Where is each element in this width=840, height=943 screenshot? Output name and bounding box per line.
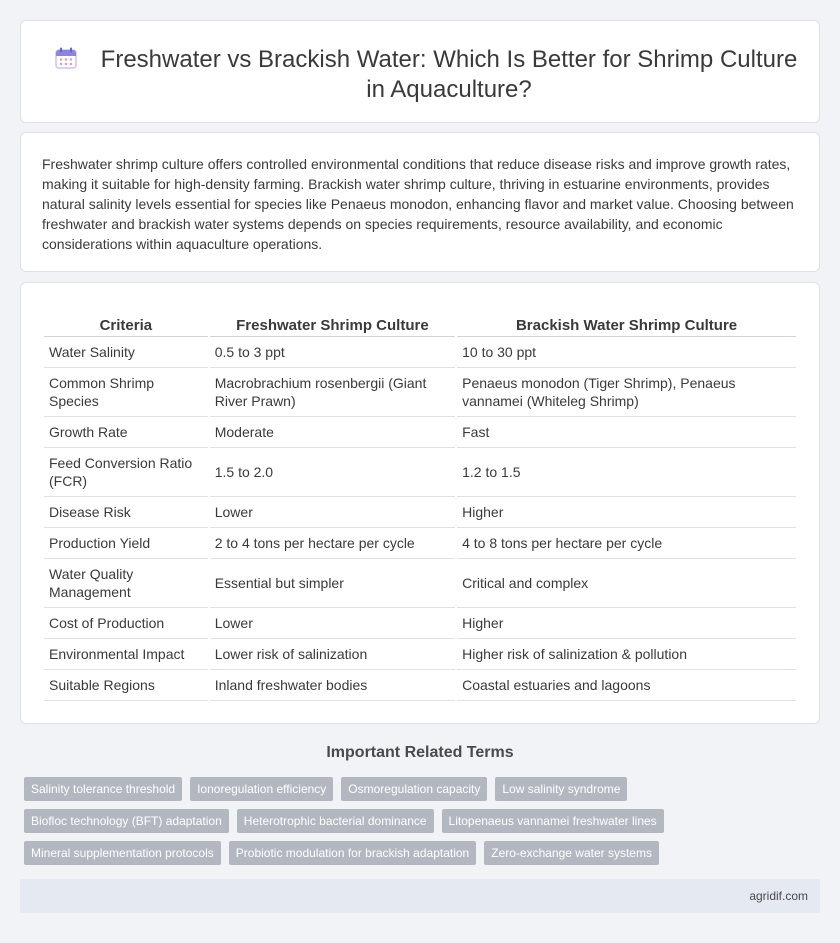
table-row xyxy=(44,670,796,701)
criteria-cell: Environmental Impact xyxy=(44,639,208,670)
freshwater-cell: Macrobrachium rosenbergii (Giant River Prawn) xyxy=(210,368,455,417)
header-criteria: Criteria xyxy=(44,313,208,337)
brackish-cell: Fast xyxy=(457,417,796,448)
criteria-cell: Water Salinity xyxy=(44,337,208,368)
table-row xyxy=(44,497,796,528)
header-freshwater: Freshwater Shrimp Culture xyxy=(210,313,455,337)
comparison-table xyxy=(42,313,798,701)
criteria-cell: Growth Rate xyxy=(44,417,208,448)
brackish-cell: Higher xyxy=(457,608,796,639)
criteria-cell: Disease Risk xyxy=(44,497,208,528)
related-terms-list xyxy=(24,777,684,865)
freshwater-cell: Lower xyxy=(210,497,455,528)
page-title: Freshwater vs Brackish Water: Which Is Better for Shrimp Culture in Aquaculture? xyxy=(100,46,798,103)
table-header-row xyxy=(44,313,796,337)
table-row xyxy=(44,417,796,448)
freshwater-cell: Moderate xyxy=(210,417,455,448)
intro-card xyxy=(20,132,820,272)
table-row xyxy=(44,368,796,417)
table-row xyxy=(44,608,796,639)
criteria-cell: Production Yield xyxy=(44,528,208,559)
related-term-tag[interactable]: Salinity tolerance threshold xyxy=(24,777,182,801)
criteria-cell: Feed Conversion Ratio (FCR) xyxy=(44,448,208,497)
footer xyxy=(20,879,820,913)
related-term-tag[interactable]: Heterotrophic bacterial dominance xyxy=(237,809,434,833)
related-term-tag[interactable]: Biofloc technology (BFT) adaptation xyxy=(24,809,229,833)
brackish-cell: 10 to 30 ppt xyxy=(457,337,796,368)
freshwater-cell: 2 to 4 tons per hectare per cycle xyxy=(210,528,455,559)
related-term-tag[interactable]: Litopenaeus vannamei freshwater lines xyxy=(442,809,664,833)
related-term-tag[interactable]: Low salinity syndrome xyxy=(495,777,627,801)
related-term-tag[interactable]: Osmoregulation capacity xyxy=(341,777,487,801)
related-term-tag[interactable]: Zero-exchange water systems xyxy=(484,841,659,865)
table-row xyxy=(44,528,796,559)
footer-site-link[interactable]: agridif.com xyxy=(749,889,808,903)
calendar-icon xyxy=(54,46,78,70)
header-brackish: Brackish Water Shrimp Culture xyxy=(457,313,796,337)
brackish-cell: Higher xyxy=(457,497,796,528)
freshwater-cell: 1.5 to 2.0 xyxy=(210,448,455,497)
related-term-tag[interactable]: Mineral supplementation protocols xyxy=(24,841,221,865)
brackish-cell: Critical and complex xyxy=(457,559,796,608)
criteria-cell: Common Shrimp Species xyxy=(44,368,208,417)
criteria-cell: Water Quality Management xyxy=(44,559,208,608)
brackish-cell: Penaeus monodon (Tiger Shrimp), Penaeus vannamei (Whiteleg Shrimp) xyxy=(457,368,796,417)
table-row xyxy=(44,639,796,670)
freshwater-cell: Lower xyxy=(210,608,455,639)
criteria-cell: Suitable Regions xyxy=(44,670,208,701)
brackish-cell: 1.2 to 1.5 xyxy=(457,448,796,497)
table-row xyxy=(44,448,796,497)
related-term-tag[interactable]: Ionoregulation efficiency xyxy=(190,777,333,801)
brackish-cell: Coastal estuaries and lagoons xyxy=(457,670,796,701)
table-row xyxy=(44,337,796,368)
related-term-tag[interactable]: Probiotic modulation for brackish adaptation xyxy=(229,841,476,865)
freshwater-cell: 0.5 to 3 ppt xyxy=(210,337,455,368)
related-terms-heading: Important Related Terms xyxy=(326,744,514,761)
freshwater-cell: Inland freshwater bodies xyxy=(210,670,455,701)
criteria-cell: Cost of Production xyxy=(44,608,208,639)
intro-paragraph: Freshwater shrimp culture offers controlled environmental conditions that reduce disease risks and improve growth rates, making it suitable for high-density farming. Brackish water shrimp culture, thriving in estuarine environments, provides natural salinity levels essential for species like Penaeus monodon, enhancing flavor and market value. Choosing between freshwater and brackish water systems depends on species requirements, resource availability, and economic considerations within aquaculture operations. xyxy=(42,156,794,252)
freshwater-cell: Essential but simpler xyxy=(210,559,455,608)
title-card xyxy=(20,20,820,123)
freshwater-cell: Lower risk of salinization xyxy=(210,639,455,670)
brackish-cell: 4 to 8 tons per hectare per cycle xyxy=(457,528,796,559)
brackish-cell: Higher risk of salinization & pollution xyxy=(457,639,796,670)
table-row xyxy=(44,559,796,608)
comparison-card xyxy=(20,282,820,724)
